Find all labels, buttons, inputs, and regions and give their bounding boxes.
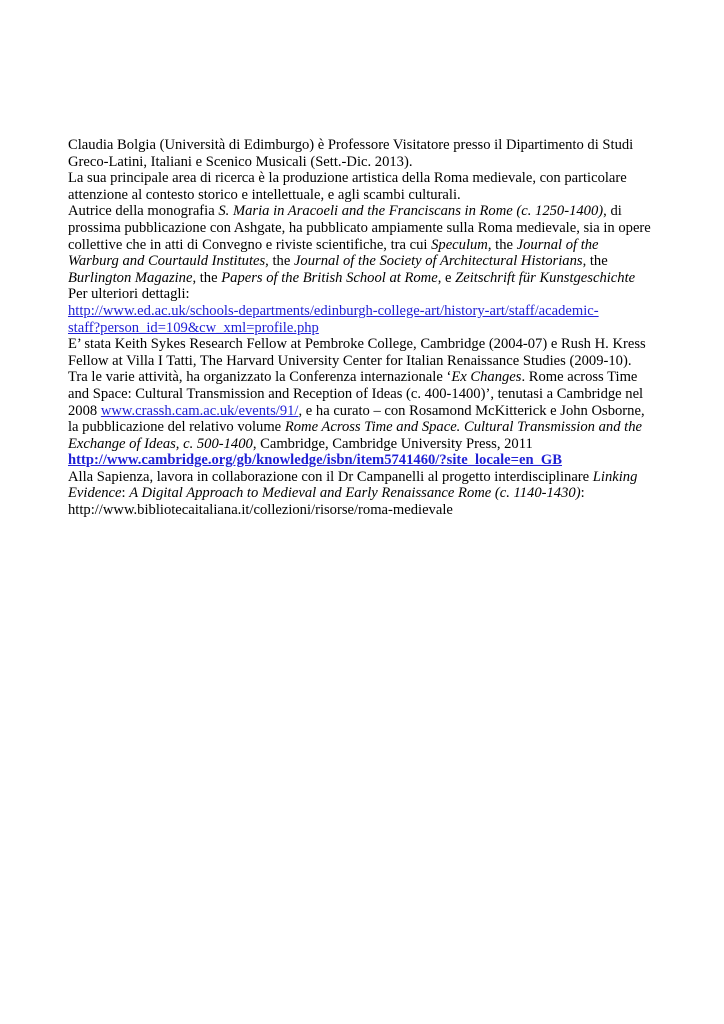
journal-title: Speculum (431, 236, 488, 253)
text-run: collettive che in atti di Convegno e riviste scientifiche, tra cui (68, 236, 432, 253)
text-run: , the (582, 253, 608, 270)
text-run: : (580, 485, 585, 502)
paragraph-conference-line-4 (68, 419, 668, 436)
journal-title: Papers of the British School at Rome (221, 269, 438, 286)
text-run: 2008 (68, 402, 101, 419)
journal-title: Burlington Magazine (68, 269, 193, 286)
paragraph-sapienza-line-1 (68, 469, 668, 486)
text-run: Tra le varie attività, ha organizzato la Conferenza internazionale ‘ (68, 369, 452, 386)
journal-title: Journal of the (516, 236, 599, 253)
paragraph-fellowship-line-1: E’ stata Keith Sykes Research Fellow at Pembroke College, Cambridge (2004-07) e Rush H. Kress (68, 336, 646, 353)
cambridge-book-link-line[interactable] (68, 452, 668, 469)
text-run: la pubblicazione del relativo volume (68, 419, 285, 436)
text-run: : (121, 485, 130, 502)
monograph-title: S. Maria in Aracoeli and the Franciscans in Rome (c. 1250-1400) (218, 203, 604, 220)
paragraph-monograph-line-1 (68, 203, 668, 220)
volume-title: Rome Across Time and Space. Cultural Transmission and the (284, 419, 642, 436)
paragraph-sapienza-line-2 (68, 485, 668, 502)
crassh-event-link[interactable]: www.crassh.cam.ac.uk/events/91/ (100, 402, 299, 419)
text-run: , the (487, 236, 517, 253)
edinburgh-profile-link[interactable]: http://www.ed.ac.uk/schools-departments/edinburgh-college-art/history-art/staff/academic- (68, 302, 599, 319)
journal-title: Zeitschrift für Kunstgeschichte (455, 269, 636, 286)
paragraph-monograph-line-4 (68, 253, 668, 270)
paragraph-monograph-line-3 (68, 237, 668, 254)
text-run: Autrice della monografia (68, 203, 219, 220)
edinburgh-profile-link-line-2[interactable] (68, 320, 668, 337)
paragraph-fellowship-line-2: Fellow at Villa I Tatti, The Harvard University Center for Italian Renaissance Studies (2009-10). (68, 352, 632, 369)
paragraph-monograph-line-2: prossima pubblicazione con Ashgate, ha pubblicato ampiamente sulla Roma medievale, sia in opere (68, 219, 651, 236)
paragraph-conference-line-1 (68, 369, 668, 386)
project-title: Linking (592, 468, 638, 485)
document-body (68, 137, 668, 519)
paragraph-conference-line-5 (68, 436, 668, 453)
text-run: , e (437, 269, 456, 286)
journal-title: Journal of the Society of Architectural Historians (293, 253, 583, 270)
project-subtitle: A Digital Approach to Medieval and Early Renaissance Rome (c. 1140-1430) (129, 485, 581, 502)
text-run: , the (192, 269, 222, 286)
text-run: , the (265, 253, 294, 270)
paragraph-conference-line-3 (68, 403, 668, 420)
details-label: Per ulteriori dettagli: (68, 286, 190, 303)
paragraph-research-line-2: attenzione al contesto storico e intellettuale, e agli scambi culturali. (68, 186, 461, 203)
biblioteca-italiana-url: http://www.bibliotecaitaliana.it/collezioni/risorse/roma-medievale (68, 502, 453, 519)
volume-title: Exchange of Ideas, c. 500-1400 (68, 435, 253, 452)
cambridge-book-link[interactable]: http://www.cambridge.org/gb/knowledge/isbn/item5741460/?site_locale=en_GB (68, 452, 562, 469)
project-title: Evidence (68, 485, 122, 502)
text-run: , e ha curato – con Rosamond McKitterick e John Osborne, (298, 402, 645, 419)
journal-title: Warburg and Courtauld Institutes (68, 253, 266, 270)
edinburgh-profile-link-continued[interactable]: staff?person_id=109&cw_xml=profile.php (68, 319, 319, 336)
paragraph-monograph-line-5 (68, 270, 668, 287)
conference-title: Ex Changes (451, 369, 522, 386)
text-run: . Rome across Time (521, 369, 638, 386)
text-run: Alla Sapienza, lavora in collaborazione con il Dr Campanelli al progetto interdisciplinare (68, 468, 593, 485)
text-run: , Cambridge, Cambridge University Press, 2011 (252, 435, 533, 452)
paragraph-conference-line-2: and Space: Cultural Transmission and Reception of Ideas (c. 400-1400)’, tenutasi a Cambridge nel (68, 385, 644, 402)
edinburgh-profile-link-line-1[interactable] (68, 303, 668, 320)
paragraph-intro-line-2: Greco-Latini, Italiani e Scenico Musicali (Sett.-Dic. 2013). (68, 153, 413, 170)
paragraph-intro-line-1: Claudia Bolgia (Università di Edimburgo) è Professore Visitatore presso il Dipartimento di Studi (68, 137, 634, 153)
paragraph-research-line-1: La sua principale area di ricerca è la produzione artistica della Roma medievale, con particolare (68, 170, 627, 187)
text-run: , di (603, 203, 622, 220)
